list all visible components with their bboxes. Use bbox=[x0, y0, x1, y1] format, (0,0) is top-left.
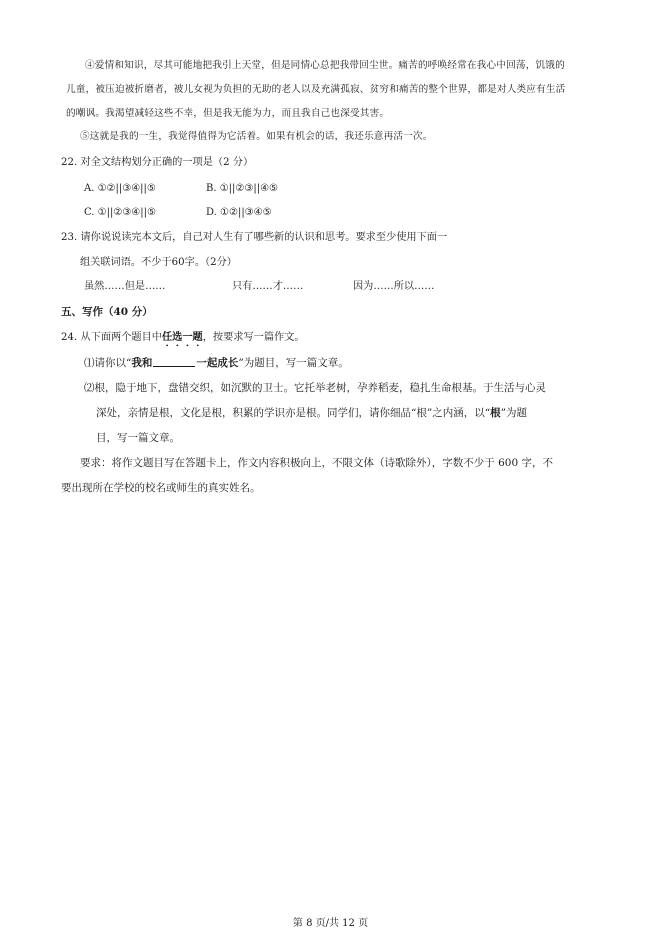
q24-item1-post: ”为题目，写一篇文章。 bbox=[238, 357, 349, 369]
q24-requirement-line1: 要求：将作文题目写在答题卡上，作文内容积极向上，不限文体（诗歌除外），字数不少于 600 字，不 bbox=[80, 457, 553, 469]
q24-item2-line2 bbox=[96, 406, 527, 420]
q24-item2-line3: 目，写一篇文章。 bbox=[96, 432, 180, 444]
q23-conjunction-3: 因为……所以…… bbox=[353, 281, 435, 292]
q24-item1-bold-a: 我和 bbox=[131, 357, 153, 369]
q24-requirement-line2: 要出现所在学校的校名或师生的真实姓名。 bbox=[61, 482, 261, 494]
q24-item1-blank-line bbox=[153, 356, 195, 367]
q24-stem-emphasis: 任选一题 bbox=[161, 331, 203, 343]
q24-stem-pre: 24. 从下面两个题目中 bbox=[61, 332, 162, 343]
q24-item2-line2-post: ”为题 bbox=[500, 407, 527, 419]
q23-stem-line2: 组关联词语。不少于60字。（2分） bbox=[80, 257, 237, 268]
q22-option-d: D. ①②||③④⑤ bbox=[206, 207, 272, 218]
q24-item2-bold: 根 bbox=[490, 407, 501, 419]
q22-option-b: B. ①||②③||④⑤ bbox=[206, 183, 279, 194]
q23-conjunction-2: 只有……才…… bbox=[232, 281, 304, 292]
q24-item1-bold-b: 一起成长 bbox=[196, 357, 239, 369]
section-heading: 五、写作（40 分） bbox=[61, 306, 153, 318]
q23-stem-line1: 23. 请你说说读完本文后，自己对人生有了哪些新的认识和思考。要求至少使用下面一 bbox=[61, 232, 448, 243]
q24-stem-post: ，按要求写一篇作文。 bbox=[202, 332, 305, 343]
passage-p4-line1: ④爱情和知识，尽其可能地把我引上天堂，但是同情心总把我带回尘世。痛苦的呼唤经常在我心中回荡，饥饿的 bbox=[85, 60, 565, 71]
q24-item2-line1: ⑵根，隐于地下，盘错交织，如沉默的卫士。它托举老树，孕养稻麦，稳扎生命根基。于生活与心灵 bbox=[84, 382, 546, 394]
q23-conjunction-1: 虽然……但是…… bbox=[84, 281, 166, 292]
q24-item1 bbox=[84, 356, 349, 370]
q24-stem bbox=[61, 330, 305, 349]
q24-item1-pre: ⑴请你以“ bbox=[84, 357, 132, 369]
passage-p4-line2: 儿童，被压迫被折磨者，被儿女视为负担的无助的老人以及充满孤寂、贫穷和痛苦的整个世界，都是对人类应有生活 bbox=[66, 84, 566, 95]
q22-option-c: C. ①||②③④||⑤ bbox=[84, 207, 156, 218]
q22-option-a: A. ①②||③④||⑤ bbox=[84, 183, 156, 194]
q24-item2-line2-text: 深处，亲情是根，文化是根，积累的学识亦是根。同学们，请你细品“根”之内涵，以“ bbox=[96, 407, 491, 419]
passage-p5-line1: ⑤这就是我的一生，我觉得值得为它活着。如果有机会的话，我还乐意再活一次。 bbox=[80, 131, 433, 142]
q22-stem: 22. 对全文结构划分正确的一项是（2 分） bbox=[61, 157, 254, 168]
passage-p4-line3: 的嘲讽。我渴望减轻这些不幸，但是我无能为力，而且我自己也深受其害。 bbox=[66, 108, 390, 119]
page-number: 第 8 页/共 12 页 bbox=[292, 918, 369, 929]
